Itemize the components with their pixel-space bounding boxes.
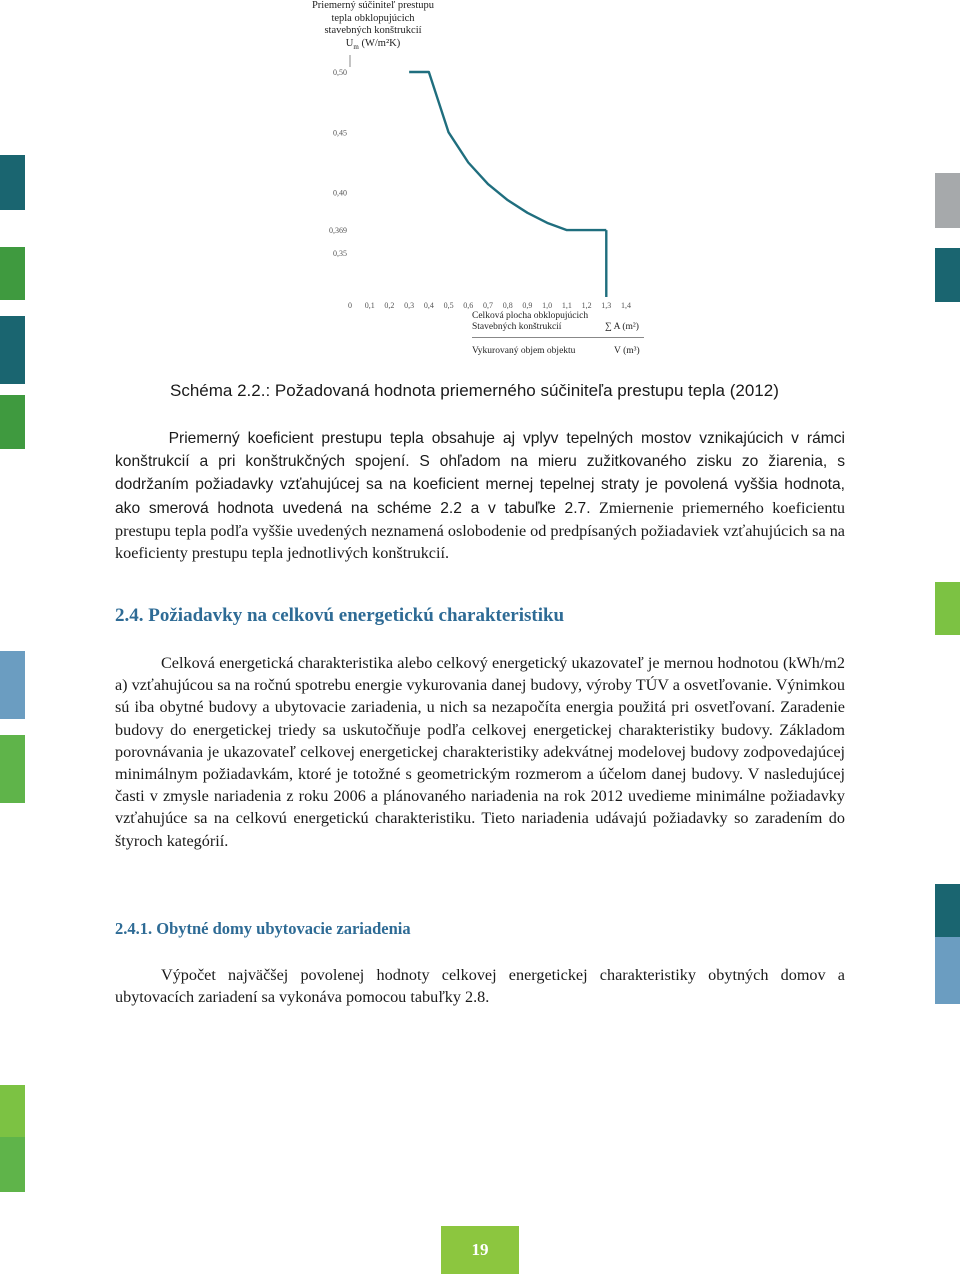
chart-x-label-line-2: Stavebných konštrukcií: [472, 322, 562, 332]
side-bar-green-left-5: [0, 1137, 25, 1192]
page-number: 19: [441, 1226, 519, 1274]
paragraph-thermal-bridges: [115, 427, 845, 564]
chart-x-sum-label: ∑ A (m²): [605, 322, 639, 332]
chart-y-tick-label: 0,35: [333, 249, 347, 258]
chart-y-tick-label: 0,40: [333, 188, 347, 198]
chart-x-tick-label: 0,3: [404, 301, 415, 310]
chart-x-tick-label: 0,5: [443, 301, 454, 310]
side-bar-gray-right: [935, 173, 960, 228]
side-bar-green-left-2: [0, 395, 25, 449]
chart-x-tick-label: 1,4: [621, 301, 631, 310]
chart-y-unit: [296, 38, 450, 54]
chart-x-tick-label: 1,1: [561, 301, 572, 310]
chart-y-tick-label: 0,369: [329, 226, 347, 236]
chart-x-tick-label: 0: [348, 301, 352, 310]
chart-x-tick-label: 0,4: [423, 301, 434, 310]
side-bar-green-right-1: [935, 582, 960, 635]
chart-x-volume-unit: V (m³): [614, 346, 640, 356]
paragraph-thermal-bridges-text: Priemerný koeficient prestupu tepla obsahuje aj vplyv tepelných mostov vznikajúcich v rámci konštrukcií a pri konštrukčných spojení.: [115, 430, 845, 471]
chart-y-title-line-3: stavebných konštrukcií: [324, 25, 422, 36]
chart-x-divider: [472, 337, 644, 338]
chart-series-line: [409, 72, 606, 230]
side-bar-blue-left-1: [0, 651, 25, 719]
paragraph-energy-characteristic: Celková energetická charakteristika alebo celkový energetický ukazovateľ je mernou hodnotou (kWh/m2 a) vzťahujúcou sa na ročnú spotrebu energie vykurovania danej budovy, výroby TÚV a osvetľovanie. Výnimkou sú iba obytné budovy a ubytovacie zariadenia, u nich sa nezapočíta energia použitá pri osvetľovaní. Zaradenie budovy do energetickej triedy sa uskutočňuje podľa celkovej energetickej charakteristiky budovy. Základom porovnávania je ukazovateľ celkovej energetickej charakteristiky adekvátnej modelovej budovy zodpovedajúcej minimálnym požiadavkám, ktoré je totožné s geometrickým rozmerom a účelom danej budovy. V nasledujúcej časti v zmysle nariadenia z roku 2006 a plánovaného nariadenia na rok 2012 uvedieme minimálne požiadavky vzťahujúce sa na celkovú energetickú charakteristiku. Tieto nariadenia udávajú požiadavky so zaradením do štyroch kategórií.: [115, 654, 845, 850]
chart-x-tick-label: 0,6: [463, 301, 474, 310]
paragraph-solar-gain-text: S ohľadom na mieru zužitkovaného zisku zo žiarenia, s dodržaním požiadavky vzťahujúcej sa na koeficient mernej tepelnej straty je povolená vyššia hodnota, ako smerová hodnota uvedená na schéme 2.2 a v tabuľke 2.7.: [115, 453, 845, 517]
chart-x-tick-label: 1,2: [581, 301, 592, 310]
chart-y-title-line-2: tepla obklopujúcich: [331, 12, 415, 24]
chart-x-tick-label: 1,3: [601, 301, 612, 310]
chart-x-tick-label: 0,2: [384, 301, 395, 310]
figure-caption: Schéma 2.2.: Požadovaná hodnota priemerného súčiniteľa prestupu tepla (2012): [170, 381, 779, 400]
chart-y-unit-sub: m: [353, 42, 359, 51]
chart-x-tick-label: 0,8: [502, 301, 513, 310]
chart-x-tick-label: 0,7: [483, 301, 493, 310]
chart-y-tick-label: 0,50: [333, 68, 347, 77]
section-heading-2-4: 2.4. Požiadavky na celkovú energetickú charakteristiku: [115, 605, 565, 626]
chart-y-unit-symbol: U: [345, 37, 354, 49]
chart: [300, 55, 660, 315]
chart-x-tick-label: 0,1: [364, 301, 375, 310]
chart-x-tick-label: 0,9: [522, 301, 533, 310]
side-bar-teal-right-1: [935, 248, 960, 302]
side-bar-teal-left-2: [0, 316, 25, 384]
side-bar-blue-right: [935, 937, 960, 1004]
side-bar-green-left-1: [0, 247, 25, 300]
chart-y-title-line-1: Priemerný súčiniteľ prestupu: [311, 0, 435, 11]
section-heading-2-4-1: 2.4.1. Obytné domy ubytovacie zariadenia: [115, 919, 411, 938]
chart-y-tick-label: 0,45: [333, 128, 347, 138]
chart-y-title: [296, 0, 450, 53]
side-bar-teal-right-2: [935, 884, 960, 937]
chart-x-tick-label: 1,0: [542, 301, 553, 310]
chart-x-volume-label: Vykurovaný objem objektu: [472, 346, 576, 356]
side-bar-green-left-4: [0, 1085, 25, 1137]
paragraph-mitigation-text: Zmiernenie priemerného koeficientu prestupu tepla podľa vyššie uvedených neznamená oslobodenie od predpísaných požiadaviek vzťahujúcich sa na koeficienty prestupu tepla jednotlivých konštrukcií.: [115, 498, 846, 563]
chart-x-label-line-1: Celková plocha obklopujúcich: [472, 311, 589, 321]
paragraph-calculation: Výpočet najväčšej povolenej hodnoty celkovej energetickej charakteristiky obytných domov a ubytovacích zariadení sa vykonáva pomocou tabuľky 2.8.: [115, 966, 845, 1007]
side-bar-teal-left-1: [0, 155, 25, 210]
side-bar-green-left-3: [0, 735, 25, 803]
chart-y-unit-rest: (W/m²K): [361, 37, 401, 49]
